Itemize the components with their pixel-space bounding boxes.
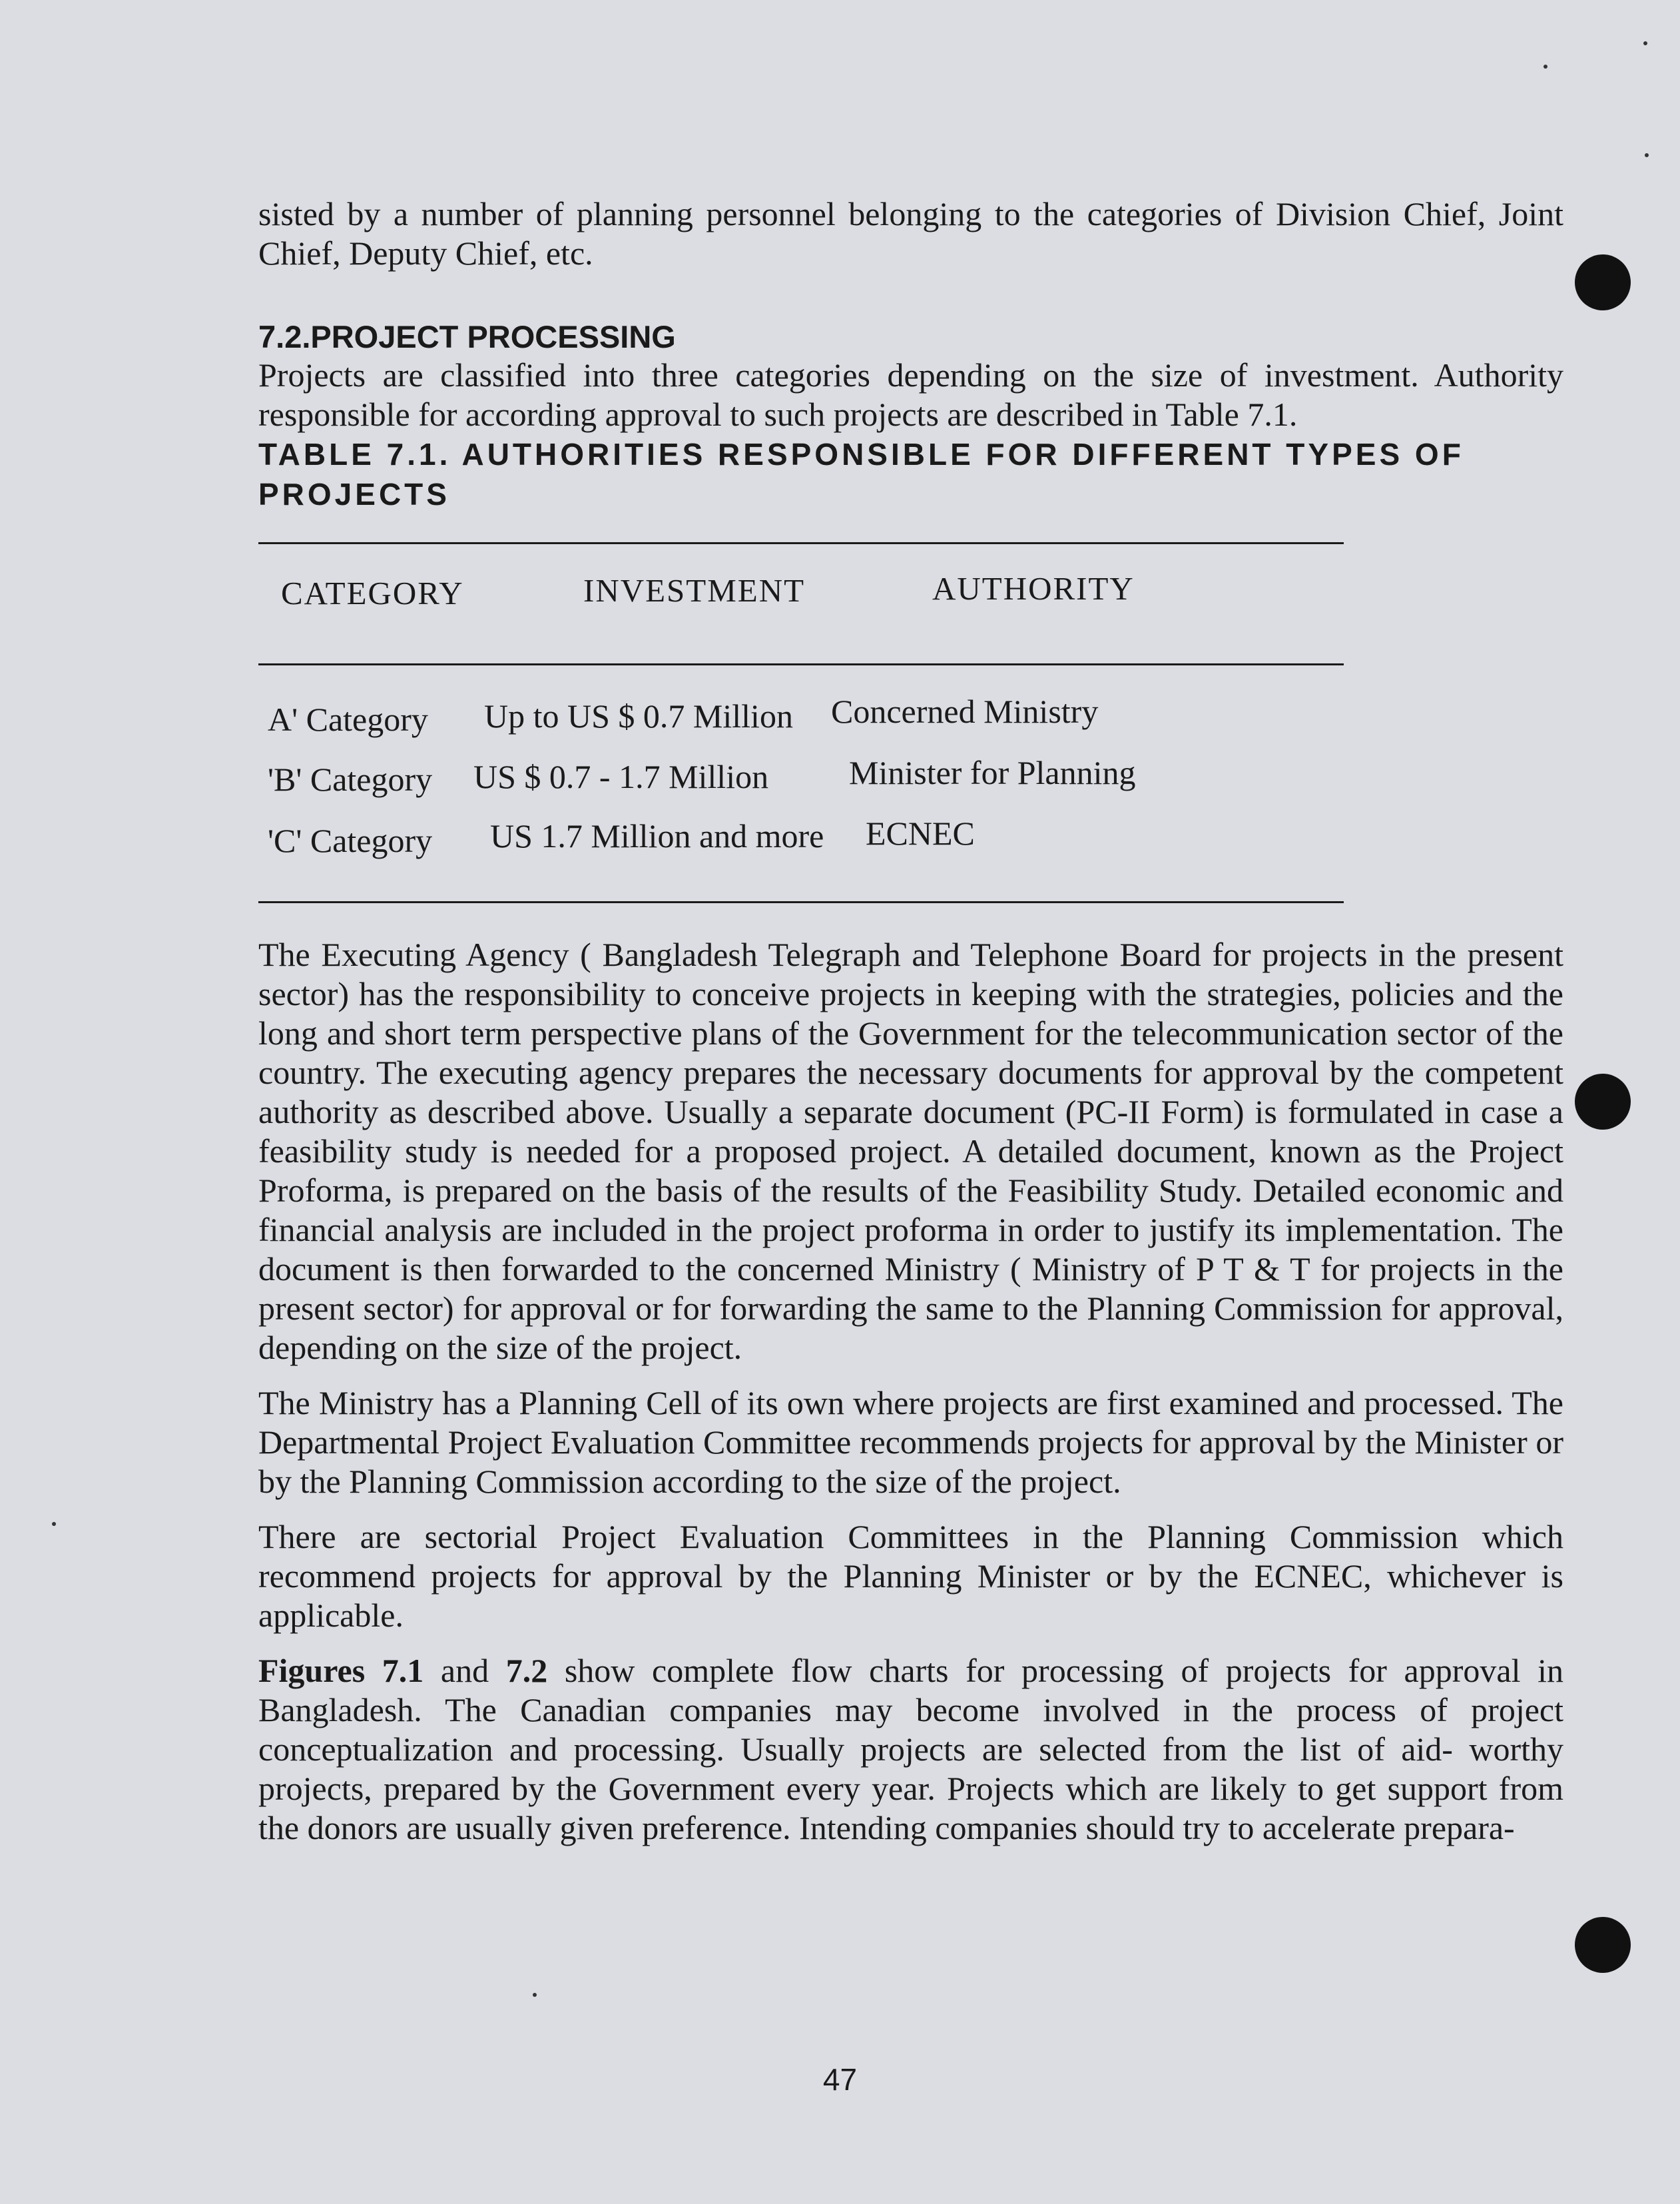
table-header-authority: AUTHORITY bbox=[932, 570, 1135, 607]
scan-speck bbox=[1645, 153, 1649, 157]
body-paragraphs bbox=[258, 935, 1563, 1848]
punch-hole-bottom bbox=[1575, 1917, 1631, 1973]
paragraph-sectorial-committees: There are sectorial Project Evaluation Committees in the Planning Commission which recommend projects for approval by the Planning Minister or by the ECNEC, whichever is applicable. bbox=[258, 1518, 1563, 1634]
intro-block bbox=[258, 194, 1563, 273]
intro-paragraph: sisted by a number of planning personnel belonging to the categories of Division Chief, Joint Chief, Deputy Chief, etc. bbox=[258, 195, 1563, 272]
scan-speck bbox=[533, 1993, 537, 1997]
table-row-c-authority: ECNEC bbox=[866, 815, 975, 852]
scan-speck bbox=[52, 1522, 56, 1526]
paragraph-planning-cell: The Ministry has a Planning Cell of its own where projects are first examined and processed. The Departmental Project Evaluation Committee recommends projects for approval by the Minister or by the Planning Commission according to the size of the project. bbox=[258, 1384, 1563, 1500]
paragraph-figures bbox=[258, 1651, 1563, 1848]
table-row-b-category: 'B' Category bbox=[268, 761, 433, 798]
page-number: 47 bbox=[822, 2062, 858, 2097]
table-row-c-investment: US 1.7 Million and more bbox=[490, 817, 824, 855]
paragraph-executing-agency: The Executing Agency ( Bangladesh Telegraph and Telephone Board for projects in the present sector) has the responsibility to conceive projects in keeping with the strategies, policies and the long and short term perspective plans of the Government for the telecommunication sector of the country. The executing agency prepares the necessary documents for approval by the competent authority as described above. Usually a separate document (PC-II Form) is formulated in case a feasibility study is needed for a proposed project. A detailed document, known as the Project Proforma, is prepared on the basis of the results of the Feasibility Study. Detailed economic and financial analysis are included in the project proforma in order to justify its implementation. The document is then forwarded to the concerned Ministry ( Ministry of P T & T for projects in the present sector) for approval or for forwarding the same to the Planning Commission for approval, depending on the size of the project. bbox=[258, 936, 1563, 1366]
section-heading: 7.2.PROJECT PROCESSING bbox=[258, 319, 676, 354]
table-row-a-authority: Concerned Ministry bbox=[831, 693, 1099, 730]
table-rule-bottom bbox=[258, 901, 1344, 903]
table-row-a-investment: Up to US $ 0.7 Million bbox=[484, 697, 793, 735]
scan-speck bbox=[1643, 41, 1647, 45]
section-intro: Projects are classified into three categories depending on the size of investment. Authority responsible for according approval to such projects are described in Table 7.1. bbox=[258, 356, 1563, 433]
scan-speck bbox=[1543, 65, 1547, 69]
table-rule-top bbox=[258, 542, 1344, 544]
figures-paragraph-text: show complete flow charts for processing of projects for approval in Bangladesh. The Canadian companies may become involved in the process of project conceptualization and processing. Usually projects are selected from the list of aid- worthy projects, prepared by the Government every year. Projects which are likely to get support from the donors are usually given preference. Intending companies should try to accelerate prepara- bbox=[258, 1652, 1563, 1846]
section-block bbox=[258, 318, 1563, 514]
table-title: TABLE 7.1. AUTHORITIES RESPONSIBLE FOR DIFFERENT TYPES OF PROJECTS bbox=[258, 437, 1464, 512]
figures-ref-second: 7.2 bbox=[505, 1652, 548, 1689]
table-row-b-authority: Minister for Planning bbox=[849, 754, 1136, 791]
punch-hole-top bbox=[1575, 254, 1631, 310]
table-rule-header bbox=[258, 663, 1344, 665]
table-header-investment: INVESTMENT bbox=[583, 572, 806, 609]
table-row-c-category: 'C' Category bbox=[268, 822, 433, 859]
table-row-b-investment: US $ 0.7 - 1.7 Million bbox=[473, 758, 769, 795]
figures-ref-joiner: and bbox=[423, 1652, 506, 1689]
figures-ref-lead: Figures 7.1 bbox=[258, 1652, 424, 1689]
table-header-category: CATEGORY bbox=[281, 575, 464, 611]
punch-hole-middle bbox=[1575, 1074, 1631, 1130]
table-row-a-category: A' Category bbox=[268, 701, 428, 738]
